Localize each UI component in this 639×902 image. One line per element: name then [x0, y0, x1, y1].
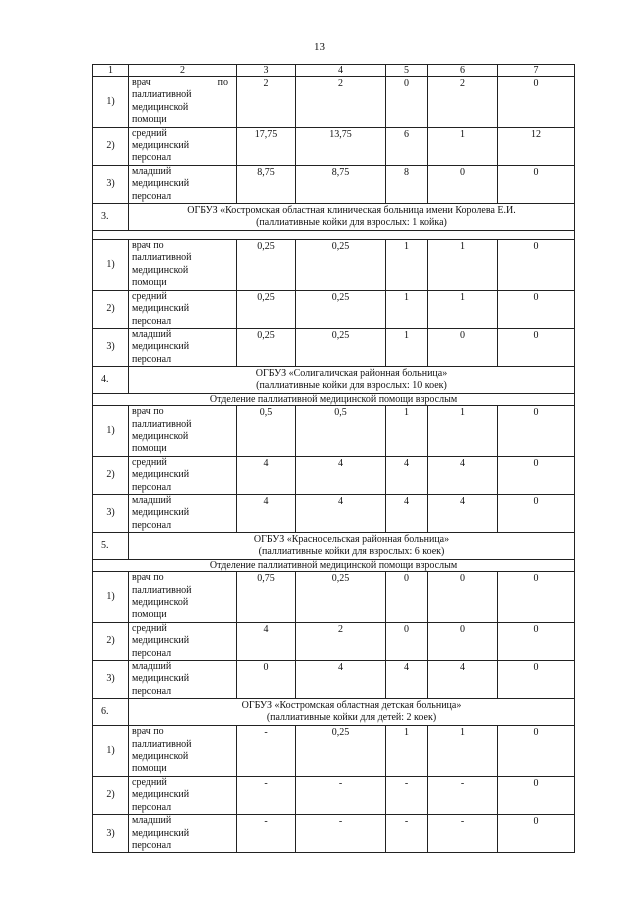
row-number: 2) [93, 776, 129, 814]
role-line: младший [132, 328, 172, 340]
table-row [93, 290, 575, 328]
column-header: 3 [237, 65, 296, 77]
table-header-row [93, 65, 575, 77]
role-line: младший [132, 815, 172, 827]
value-cell: 4 [237, 456, 296, 494]
table-row [93, 661, 575, 699]
value-cell: 0 [386, 622, 428, 660]
value-cell: 4 [296, 661, 386, 699]
value-cell: 4 [386, 456, 428, 494]
subdivision-title: Отделение паллиативной медицинской помощи взрослым [93, 560, 575, 572]
value-cell: 0,75 [237, 572, 296, 623]
table-row [93, 328, 575, 366]
value-cell: 0,25 [296, 572, 386, 623]
value-cell: 0 [498, 406, 575, 457]
role-line: персонал [132, 481, 172, 493]
role-line: средний [132, 776, 167, 788]
row-number: 1) [93, 572, 129, 623]
value-cell: - [296, 776, 386, 814]
value-cell: 0 [498, 726, 575, 777]
value-cell: 1 [386, 328, 428, 366]
value-cell: 1 [428, 726, 498, 777]
role-line: медицинской [132, 101, 189, 113]
role-line: помощи [132, 443, 167, 455]
role-cell [129, 776, 237, 814]
role-line: персонал [132, 839, 172, 851]
section-title-row [93, 367, 575, 394]
section-title-line: ОГБУЗ «Солигаличская районная больница» [255, 367, 448, 379]
role-line: средний [132, 127, 167, 139]
row-number: 3) [93, 494, 129, 532]
role-line: средний [132, 456, 167, 468]
role-line: врач по [132, 406, 164, 418]
role-line: младший [132, 661, 172, 673]
value-cell: 0 [498, 77, 575, 128]
value-cell: 4 [237, 622, 296, 660]
role-line: паллиативной [132, 738, 192, 750]
role-cell [129, 494, 237, 532]
value-cell: 1 [386, 726, 428, 777]
column-header: 7 [498, 65, 575, 77]
value-cell: 1 [428, 290, 498, 328]
value-cell: - [237, 815, 296, 853]
row-number: 1) [93, 726, 129, 777]
value-cell: 1 [386, 290, 428, 328]
section-number: 3. [93, 204, 129, 231]
role-line: медицинский [132, 303, 190, 315]
section-title-line: (паллиативные койки для взрослых: 1 койка) [256, 217, 447, 229]
role-cell [129, 622, 237, 660]
table-row [93, 127, 575, 165]
table-row [93, 776, 575, 814]
table-row [93, 165, 575, 203]
table-row [93, 622, 575, 660]
value-cell: 1 [386, 240, 428, 291]
section-title-row [93, 204, 575, 231]
role-line: медицинский [132, 469, 190, 481]
value-cell: 4 [237, 494, 296, 532]
role-line: паллиативной [132, 89, 192, 101]
table-row [93, 240, 575, 291]
value-cell: 0 [428, 328, 498, 366]
value-cell: 0 [237, 661, 296, 699]
value-cell: 0,25 [237, 290, 296, 328]
value-cell: 6 [386, 127, 428, 165]
role-line: паллиативной [132, 252, 192, 264]
section-title-line: ОГБУЗ «Красносельская районная больница» [253, 533, 450, 545]
section-title-line: ОГБУЗ «Костромская областная детская больница» [241, 699, 462, 711]
value-cell: 17,75 [237, 127, 296, 165]
role-line: персонал [132, 190, 172, 202]
value-cell: 0 [386, 572, 428, 623]
role-cell [129, 290, 237, 328]
value-cell: 0,25 [296, 328, 386, 366]
role-cell [129, 661, 237, 699]
row-number: 2) [93, 290, 129, 328]
role-line: медицинской [132, 751, 189, 763]
role-line: средний [132, 290, 167, 302]
row-number: 2) [93, 127, 129, 165]
value-cell: 2 [428, 77, 498, 128]
value-cell: 0 [498, 328, 575, 366]
table-row [93, 77, 575, 128]
role-cell [129, 328, 237, 366]
column-header: 2 [129, 65, 237, 77]
value-cell: - [296, 815, 386, 853]
value-cell: 2 [296, 622, 386, 660]
role-line: медицинский [132, 341, 190, 353]
role-line: персонал [132, 685, 172, 697]
role-cell [129, 572, 237, 623]
role-line: персонал [132, 152, 172, 164]
role-cell [129, 127, 237, 165]
section-title-line: (паллиативные койки для взрослых: 10 коек) [256, 380, 447, 392]
table-row [93, 815, 575, 853]
role-line: врач по [132, 77, 228, 88]
section-title [129, 204, 575, 231]
value-cell: 4 [428, 661, 498, 699]
row-number: 2) [93, 622, 129, 660]
value-cell: 12 [498, 127, 575, 165]
subdivision-row [93, 560, 575, 572]
section-title-row [93, 699, 575, 726]
value-cell: 0,25 [296, 240, 386, 291]
role-line: средний [132, 622, 167, 634]
role-line: помощи [132, 277, 167, 289]
value-cell: 2 [296, 77, 386, 128]
row-number: 1) [93, 77, 129, 128]
value-cell: 4 [296, 494, 386, 532]
value-cell: - [237, 776, 296, 814]
value-cell: 4 [386, 661, 428, 699]
value-cell: 0,25 [296, 726, 386, 777]
row-number: 3) [93, 165, 129, 203]
role-line: медицинской [132, 597, 189, 608]
section-title [129, 367, 575, 394]
subdivision-title: Отделение паллиативной медицинской помощи взрослым [93, 394, 575, 406]
value-cell: 0,25 [237, 240, 296, 291]
value-cell: 1 [428, 240, 498, 291]
role-cell [129, 240, 237, 291]
role-line: помощи [132, 763, 167, 775]
role-line: медицинский [132, 673, 190, 685]
value-cell: 0 [498, 240, 575, 291]
value-cell: 2 [237, 77, 296, 128]
role-line: паллиативной [132, 418, 192, 430]
column-header: 1 [93, 65, 129, 77]
value-cell: 8 [386, 165, 428, 203]
section-title-row [93, 533, 575, 560]
column-header: 5 [386, 65, 428, 77]
row-number: 3) [93, 328, 129, 366]
value-cell: 8,75 [237, 165, 296, 203]
value-cell: 1 [428, 127, 498, 165]
value-cell: - [237, 726, 296, 777]
value-cell: 8,75 [296, 165, 386, 203]
section-number: 5. [93, 533, 129, 560]
value-cell: 0 [498, 815, 575, 853]
value-cell: - [428, 776, 498, 814]
role-cell [129, 77, 237, 128]
role-cell [129, 165, 237, 203]
section-title [129, 699, 575, 726]
role-line: персонал [132, 353, 172, 365]
value-cell: 4 [428, 494, 498, 532]
row-number: 3) [93, 815, 129, 853]
role-line: медицинский [132, 789, 190, 801]
role-line: персонал [132, 315, 172, 327]
table-row [93, 726, 575, 777]
role-cell [129, 815, 237, 853]
role-line: младший [132, 165, 172, 177]
blank-cell [93, 231, 575, 240]
role-line: помощи [132, 609, 167, 621]
section-title-line: (паллиативные койки для взрослых: 6 коек) [258, 546, 445, 558]
column-header: 6 [428, 65, 498, 77]
column-header: 4 [296, 65, 386, 77]
value-cell: 13,75 [296, 127, 386, 165]
role-line: медицинский [132, 140, 190, 152]
value-cell: 0 [498, 661, 575, 699]
table-row [93, 572, 575, 623]
value-cell: 0 [498, 622, 575, 660]
section-title [129, 533, 575, 560]
blank-row [93, 231, 575, 240]
value-cell: 0,25 [296, 290, 386, 328]
role-line: медицинский [132, 827, 190, 839]
role-line: медицинский [132, 635, 190, 647]
page-number: 13 [314, 41, 325, 53]
value-cell: 0,5 [296, 406, 386, 457]
value-cell: - [428, 815, 498, 853]
section-title-line: ОГБУЗ «Костромская областная клиническая больница имени Королева Е.И. [187, 204, 516, 216]
value-cell: - [386, 815, 428, 853]
role-line: персонал [132, 519, 172, 531]
role-line: медицинский [132, 178, 190, 190]
section-title-line: (паллиативные койки для детей: 2 коек) [266, 712, 437, 724]
row-number: 1) [93, 406, 129, 457]
role-line: медицинской [132, 430, 189, 442]
role-line: персонал [132, 801, 172, 813]
value-cell: 0 [498, 776, 575, 814]
table-row [93, 456, 575, 494]
section-number: 4. [93, 367, 129, 394]
value-cell: 0 [498, 572, 575, 623]
role-line: младший [132, 494, 172, 506]
value-cell: 0 [498, 165, 575, 203]
value-cell: 4 [386, 494, 428, 532]
staffing-table [92, 64, 575, 853]
role-line: медицинский [132, 507, 190, 519]
role-line: паллиативной [132, 584, 192, 596]
value-cell: 4 [296, 456, 386, 494]
role-line: помощи [132, 114, 167, 126]
role-line: врач по [132, 572, 164, 584]
subdivision-row [93, 394, 575, 406]
value-cell: 1 [428, 406, 498, 457]
value-cell: 0,25 [237, 328, 296, 366]
value-cell: 0 [428, 622, 498, 660]
role-cell [129, 406, 237, 457]
role-line: персонал [132, 647, 172, 659]
value-cell: 0 [498, 456, 575, 494]
value-cell: 0 [428, 165, 498, 203]
table-row [93, 406, 575, 457]
value-cell: 0 [498, 494, 575, 532]
role-line: врач по [132, 240, 164, 252]
table-row [93, 494, 575, 532]
role-cell [129, 456, 237, 494]
value-cell: 0,5 [237, 406, 296, 457]
section-number: 6. [93, 699, 129, 726]
value-cell: 0 [428, 572, 498, 623]
row-number: 2) [93, 456, 129, 494]
value-cell: 0 [386, 77, 428, 128]
value-cell: 4 [428, 456, 498, 494]
row-number: 1) [93, 240, 129, 291]
value-cell: 0 [498, 290, 575, 328]
row-number: 3) [93, 661, 129, 699]
value-cell: 1 [386, 406, 428, 457]
value-cell: - [386, 776, 428, 814]
role-line: врач по [132, 726, 164, 738]
role-line: медицинской [132, 264, 189, 276]
role-cell [129, 726, 237, 777]
